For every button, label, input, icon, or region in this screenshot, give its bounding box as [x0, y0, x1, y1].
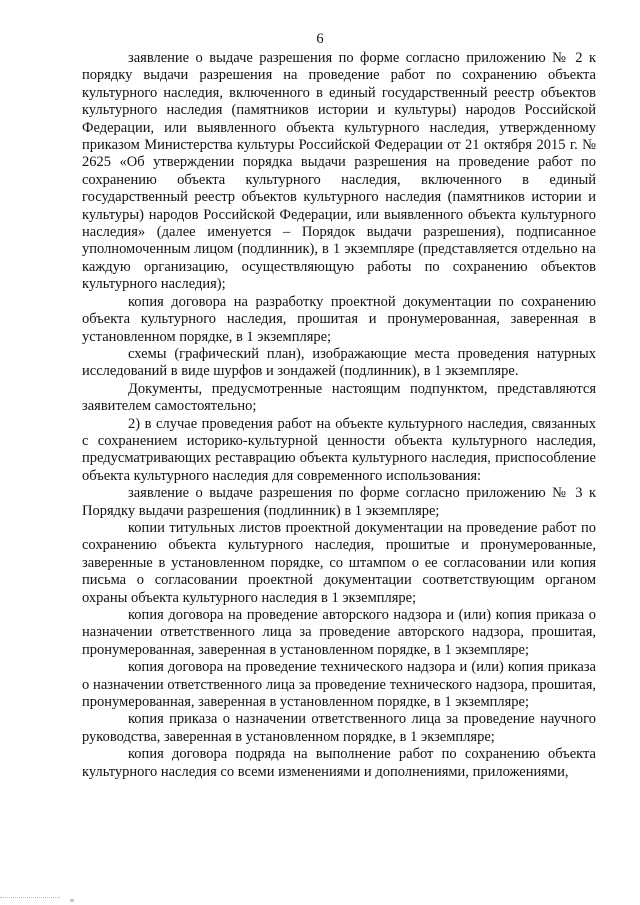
paragraph-design-contract-copy: копия договора на разработку проектной документации по сохранению объекта культурного наследия, прошитая и пронумерованная, заверенная в установленном порядке, в 1 экземпляре; [82, 293, 596, 345]
paragraph-application-form-2: заявление о выдаче разрешения по форме согласно приложению № 2 к порядку выдачи разрешения на проведение работ по сохранению объекта культурного наследия, включенного в единый государственный реестр объектов культурного наследия (памятников истории и культуры) народов Российской Федерации, или выявленного объекта культурного наследия, утвержденному приказом Министерства культуры Российской Федерации от 21 октября 2015 г. № 2625 «Об утверждении порядка выдачи разрешения на проведение работ по сохранению объекта культурного наследия, включенного в единый государственный реестр объектов культурного наследия (памятников истории и культуры) народов Российской Федерации, или выявленного объекта культурного наследия» (далее именуется – Порядок выдачи разрешения), подписанное уполномоченным лицом (подлинник), в 1 экземпляре (представляется отдельно на каждую организацию, осуществляющую работы по сохранению объектов культурного наследия); [82, 50, 596, 293]
document-body [82, 50, 596, 781]
scan-edge-mark [0, 897, 60, 899]
scan-edge-dot [70, 899, 74, 902]
paragraph-author-supervision: копия договора на проведение авторского надзора и (или) копия приказа о назначении ответственного лица за проведение авторского надзора, прошитая, пронумерованная, заверенная в установленном порядке, в 1 экземпляре; [82, 607, 596, 658]
paragraph-scientific-supervision: копия приказа о назначении ответственного лица за проведение научного руководства, заверенная в установленном порядке, в 1 экземпляре; [82, 711, 596, 745]
paragraph-documents-note: Документы, предусмотренные настоящим подпунктом, представляются заявителем самостоятельно; [82, 380, 596, 415]
paragraph-item-2-restoration: 2) в случае проведения работ на объекте культурного наследия, связанных с сохранением историко-культурной ценности объекта культурного наследия, предусматривающих реставрацию объекта культурного наследия, приспособление объекта культурного наследия для современного использования: [82, 415, 596, 484]
paragraph-survey-schemes: схемы (графический план), изображающие места проведения натурных исследований в виде шурфов и зондажей (подлинник), в 1 экземпляре. [82, 345, 596, 380]
paragraph-contractor-agreement: копия договора подряда на выполнение работ по сохранению объекта культурного наследия со всеми изменениями и дополнениями, приложениями, [82, 746, 596, 780]
paragraph-technical-supervision: копия договора на проведение технического надзора и (или) копия приказа о назначении ответственного лица за проведение технического надзора, прошитая, пронумерованная, заверенная в установленном порядке, в 1 экземпляре; [82, 659, 596, 711]
paragraph-application-form-3: заявление о выдаче разрешения по форме согласно приложению № 3 к Порядку выдачи разрешения (подлинник) в 1 экземпляре; [82, 485, 596, 519]
page-number: 6 [316, 31, 324, 47]
paragraph-title-sheets-copies: копии титульных листов проектной документации на проведение работ по сохранению объекта культурного наследия, прошитые и пронумерованные, заверенные в установленном порядке, со штампом о ее согласовании или копия письма о согласовании проектной документации соответствующим органом охраны объекта культурного наследия в 1 экземпляре; [82, 519, 596, 606]
